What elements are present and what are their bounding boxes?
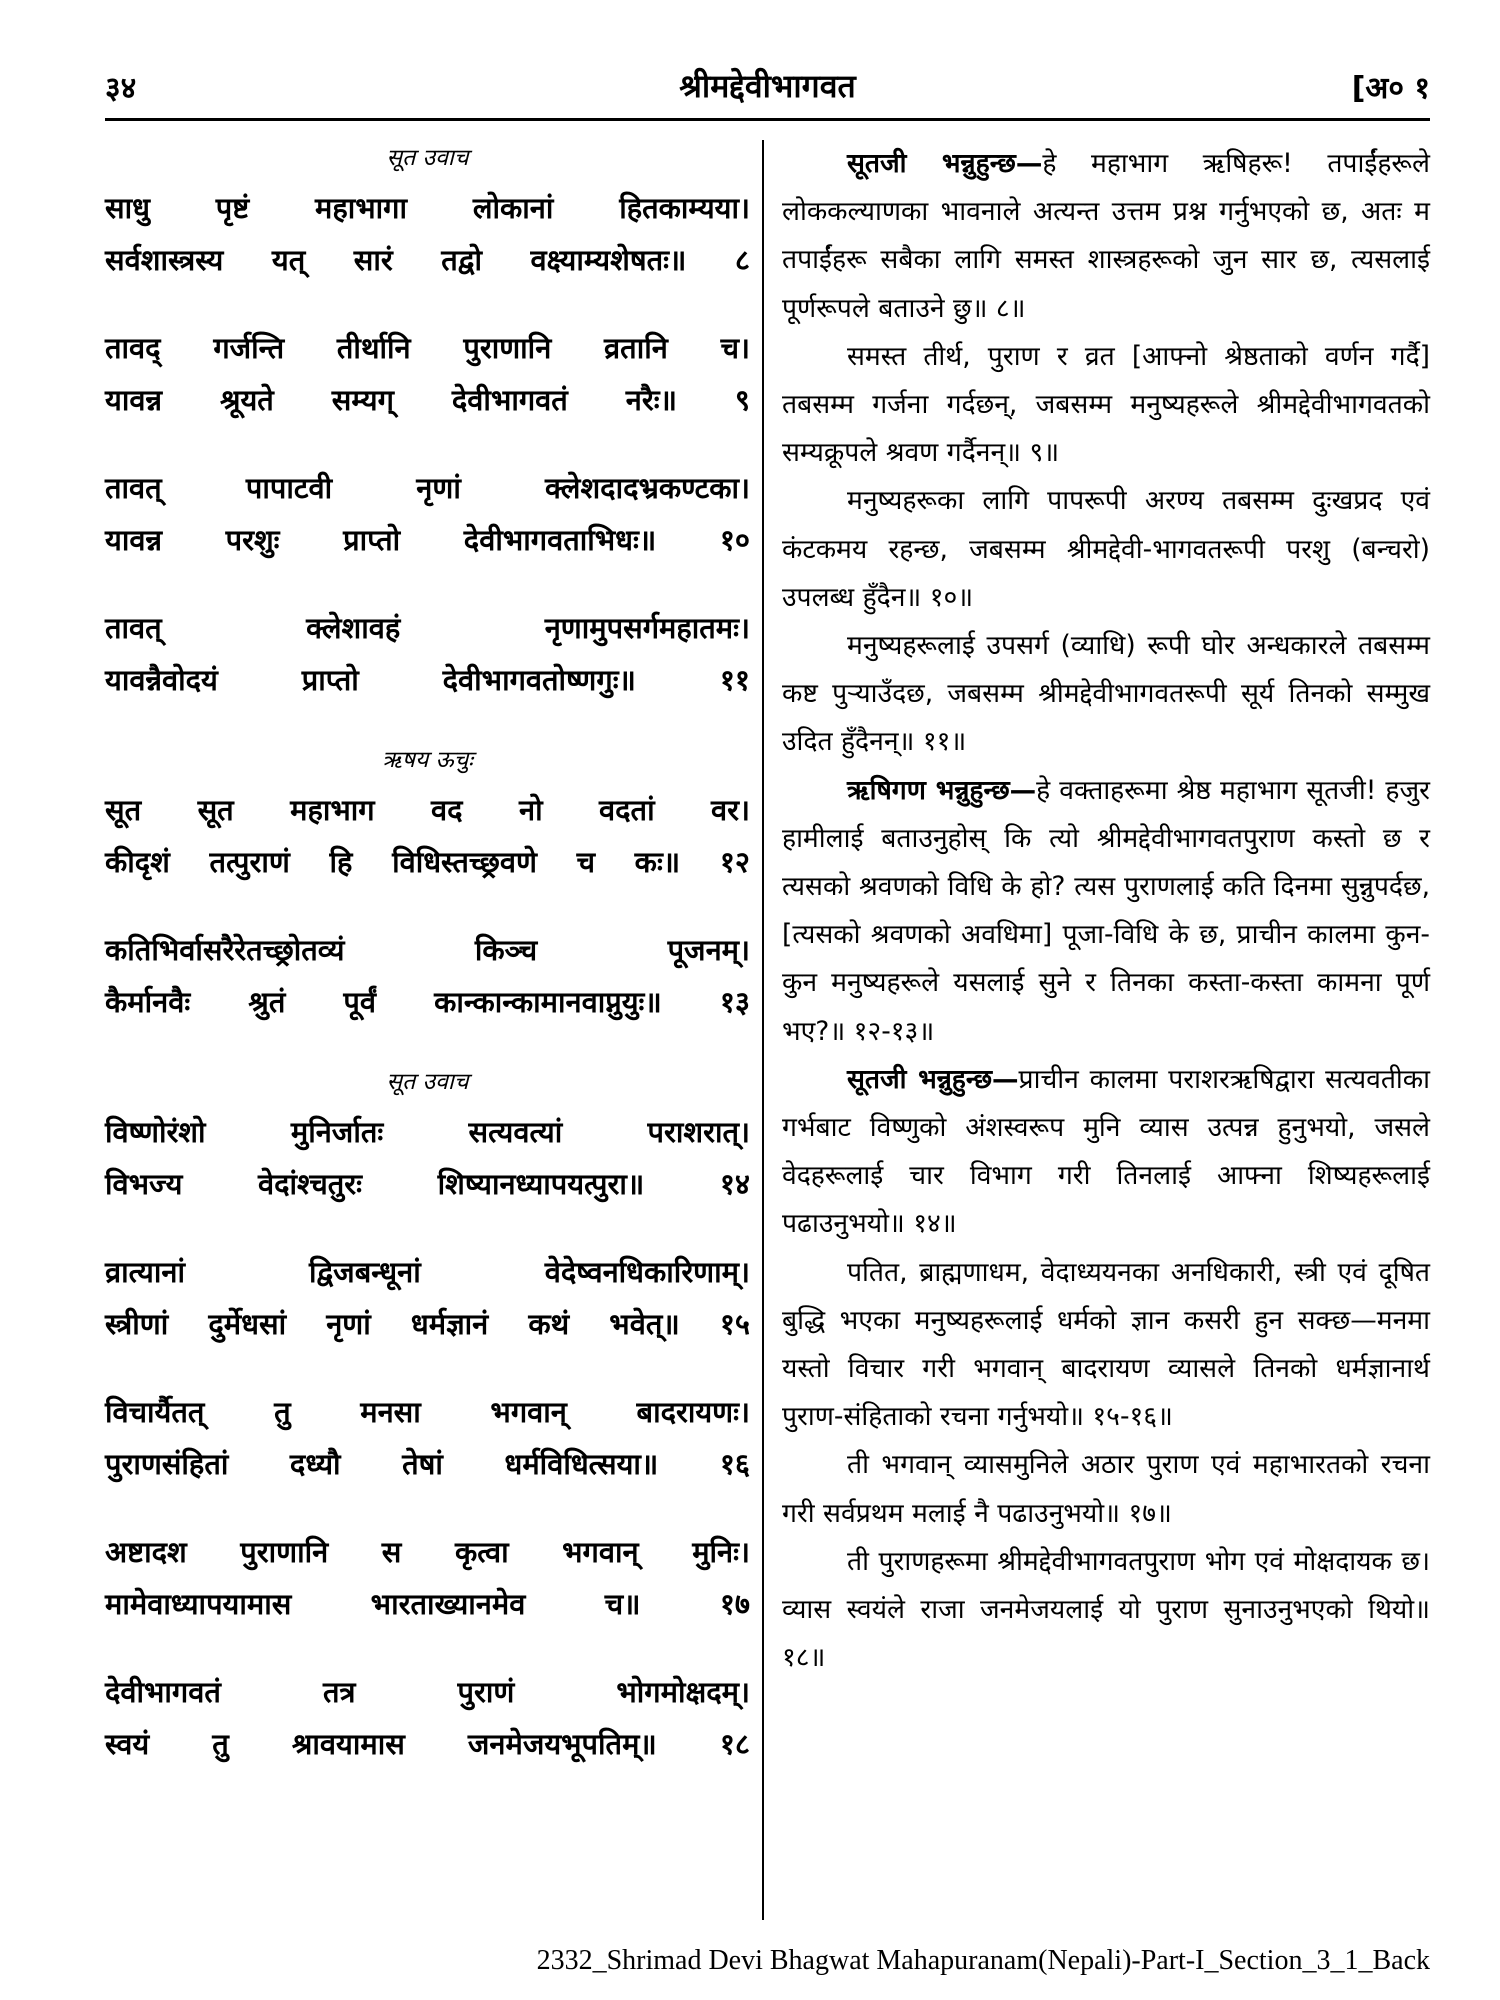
verse-line: तावत् पापाटवी नृणां क्लेशदादभ्रकण्टका।: [105, 471, 750, 505]
speaker-heading: सूत उवाच: [386, 1069, 469, 1095]
verse-11: [105, 602, 750, 706]
paragraph-text: पतित, ब्राह्मणाधम, वेदाध्ययनका अनधिकारी, स्त्री एवं दूषित बुद्धि भएका मनुष्यहरूलाई धर्मको ज्ञान कसरी हुन सक्छ—मनमा यस्तो विचार गरी भगवान् बादरायण व्यासले तिनको धर्मज्ञानार्थ पुराण-संहिताको रचना गर्नुभयो॥ १५-१६॥: [782, 1256, 1430, 1433]
verse-line: साधु पृष्टं महाभागा लोकानां हितकाम्यया।: [105, 191, 750, 225]
verse-line: विचार्यैतत् तु मनसा भगवान् बादरायणः।: [105, 1395, 750, 1429]
verse-line: कैर्मानवैः श्रुतं पूर्वं कान्कान्कामानवाप्नुयुः॥ १३: [105, 985, 750, 1019]
verse-line: सूत सूत महाभाग वद नो वदतां वर।: [105, 793, 750, 827]
nepali-translation-column: [782, 140, 1430, 1683]
verse-16: [105, 1386, 750, 1490]
page-header: [105, 58, 1430, 121]
verse-10: [105, 462, 750, 566]
verse-line: तावद् गर्जन्ति तीर्थानि पुराणानि व्रतानि च।: [105, 331, 750, 365]
speaker-label: सूतजी भन्नुहुन्छ—: [847, 148, 1043, 179]
verse-line: विष्णोरंशो मुनिर्जातः सत्यवत्यां पराशरात्।: [105, 1115, 750, 1149]
verse-8: [105, 182, 750, 286]
verse-line: मामेवाध्यापयामास भारताख्यानमेव च॥ १७: [105, 1587, 750, 1621]
translation-paragraph: [782, 1056, 1430, 1249]
translation-paragraph: [782, 1538, 1430, 1683]
verse-line: स्त्रीणां दुर्मेधसां नृणां धर्मज्ञानं कथं भवेत्॥ १५: [105, 1307, 750, 1341]
translation-paragraph: [782, 477, 1430, 622]
paragraph-text: हे महाभाग ऋषिहरू! तपाईंहरूले लोककल्याणका भावनाले अत्यन्त उत्तम प्रश्न गर्नुभएको छ, अतः म तपाईंहरू सबैका लागि समस्त शास्त्रहरूको जुन सार छ, त्यसलाई पूर्णरूपले बताउने छु॥ ८॥: [782, 148, 1430, 324]
verse-18: [105, 1666, 750, 1770]
verse-12: [105, 784, 750, 888]
verse-line: सर्वशास्त्रस्य यत् सारं तद्वो वक्ष्याम्यशेषतः॥ ८: [105, 243, 750, 277]
translation-paragraph: [782, 1249, 1430, 1442]
verse-line: तावत् क्लेशावहं नृणामुपसर्गमहातमः।: [105, 611, 750, 645]
translation-paragraph: [782, 622, 1430, 767]
verse-line: विभज्य वेदांश्चतुरः शिष्यानध्यापयत्पुरा॥ १४: [105, 1167, 750, 1201]
verse-line: देवीभागवतं तत्र पुराणं भोगमोक्षदम्।: [105, 1675, 750, 1709]
translation-paragraph: [782, 333, 1430, 478]
verse-17: [105, 1526, 750, 1630]
verse-line: पुराणसंहितां दध्यौ तेषां धर्मविधित्सया॥ १६: [105, 1447, 750, 1481]
column-divider: [762, 140, 764, 1920]
speaker-label: ऋषिगण भन्नुहुन्छ—: [847, 774, 1037, 806]
paragraph-text: मनुष्यहरूलाई उपसर्ग (व्याधि) रूपी घोर अन्धकारले तबसम्म कष्ट पुऱ्याउँदछ, जबसम्म श्रीमद्देवीभागवतरूपी सूर्य तिनको सम्मुख उदित हुँदैनन्॥ ११॥: [782, 630, 1430, 758]
sanskrit-column: [105, 140, 750, 1806]
verse-line: व्रात्यानां द्विजबन्धूनां वेदेष्वनधिकारिणाम्।: [105, 1255, 750, 1289]
speaker-heading: सूत उवाच: [386, 145, 469, 171]
translation-paragraph: [782, 767, 1430, 1056]
translation-paragraph: [782, 140, 1430, 333]
section-label: [अ० १: [1351, 71, 1430, 106]
page-title: श्रीमद्देवीभागवत: [679, 67, 856, 105]
paragraph-text: ती पुराणहरूमा श्रीमद्देवीभागवतपुराण भोग एवं मोक्षदायक छ। व्यास स्वयंले राजा जनमेजयलाई यो पुराण सुनाउनुभएको थियो॥ १८॥: [782, 1545, 1430, 1674]
paragraph-text: हे वक्ताहरूमा श्रेष्ठ महाभाग सूतजी! हजुर हामीलाई बताउनुहोस् कि त्यो श्रीमद्देवीभागवतपुराण कस्तो छ र त्यसको श्रवणको विधि के हो? त्यस पुराणलाई कति दिनमा सुन्नुपर्दछ, [त्यसको श्रवणको अवधिमा] पूजा-विधि के छ, प्राचीन कालमा कुन-कुन मनुष्यहरूले यसलाई सुने र तिनका कस्ता-कस्ता कामना पूर्ण भए?॥ १२-१३॥: [782, 774, 1430, 1047]
verse-line: यावन्नैवोदयं प्राप्तो देवीभागवतोष्णगुः॥ ११: [105, 663, 750, 697]
verse-line: स्वयं तु श्रावयामास जनमेजयभूपतिम्॥ १८: [105, 1727, 750, 1761]
speaker-label: सूतजी भन्नुहुन्छ—: [847, 1063, 1019, 1095]
paragraph-text: मनुष्यहरूका लागि पापरूपी अरण्य तबसम्म दुःखप्रद एवं कंटकमय रहन्छ, जबसम्म श्रीमद्देवी-भागवतरूपी परशु (बन्चरो) उपलब्ध हुँदैन॥ १०॥: [782, 485, 1430, 613]
verse-line: यावन्न श्रूयते सम्यग् देवीभागवतं नरैः॥ ९: [105, 383, 750, 417]
verse-line: कीदृशं तत्पुराणं हि विधिस्तच्छ्रवणे च कः॥ १२: [105, 845, 750, 879]
speaker-heading: ऋषय ऊचुः: [382, 747, 473, 773]
translation-paragraph: [782, 1441, 1430, 1537]
page-number: ३४: [105, 71, 137, 106]
paragraph-text: प्राचीन कालमा पराशरऋषिद्वारा सत्यवतीका गर्भबाट विष्णुको अंशस्वरूप मुनि व्यास उत्पन्न हुनुभयो, जसले वेदहरूलाई चार विभाग गरी तिनलाई आफ्ना शिष्यहरूलाई पढाउनुभयो॥ १४॥: [782, 1063, 1431, 1240]
verse-13: [105, 924, 750, 1028]
paragraph-text: ती भगवान् व्यासमुनिले अठार पुराण एवं महाभारतको रचना गरी सर्वप्रथम मलाई नै पढाउनुभयो॥ १७॥: [782, 1449, 1430, 1529]
verse-9: [105, 322, 750, 426]
verse-line: अष्टादश पुराणानि स कृत्वा भगवान् मुनिः।: [105, 1535, 750, 1569]
verse-15: [105, 1246, 750, 1350]
paragraph-text: समस्त तीर्थ, पुराण र व्रत [आफ्नो श्रेष्ठताको वर्णन गर्दै] तबसम्म गर्जना गर्दछन्, जबसम्म मनुष्यहरूले श्रीमद्देवीभागवतको सम्यक्रूपले श्रवण गर्दैनन्॥ ९॥: [782, 340, 1430, 469]
print-footer: 2332_Shrimad Devi Bhagwat Mahapuranam(Nepali)-Part-I_Section_3_1_Back: [536, 1945, 1430, 1976]
verse-14: [105, 1106, 750, 1210]
verse-line: कतिभिर्वासरैरेतच्छ्रोतव्यं किञ्च पूजनम्।: [105, 933, 750, 967]
verse-line: यावन्न परशुः प्राप्तो देवीभागवताभिधः॥ १०: [105, 523, 750, 557]
